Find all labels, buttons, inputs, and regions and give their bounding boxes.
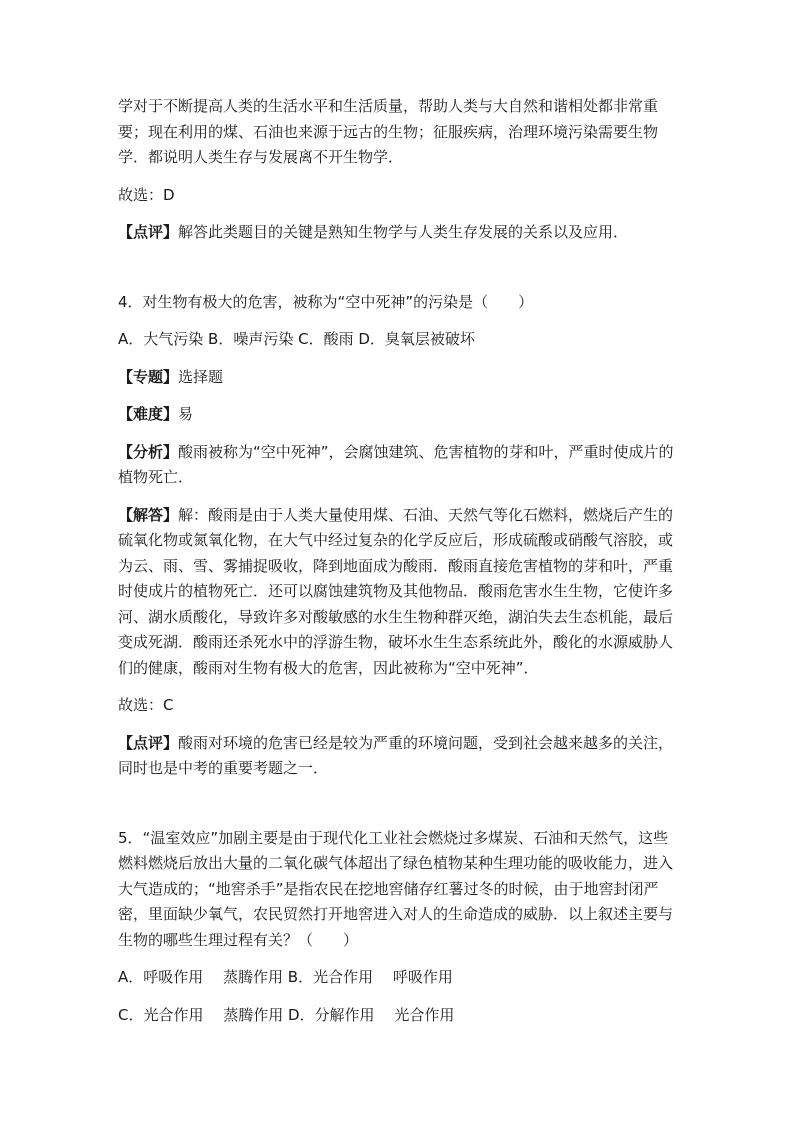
q3-comment	[118, 220, 678, 246]
q5-options-ab	[118, 965, 678, 991]
topic-tag: 【专题】	[118, 367, 179, 386]
q4-options: A．大气污染 B．噪声污染 C．酸雨 D．臭氧层被破坏	[118, 330, 475, 348]
q4-analysis	[118, 440, 678, 491]
topic-text: 选择题	[178, 367, 224, 386]
q4-stem: 4．对生物有极大的危害，被称为“空中死神”的污染是（ ）	[118, 292, 534, 311]
options-ab-text: A．呼吸作用 蒸腾作用 B．光合作用 呼吸作用	[118, 968, 453, 986]
solution-text: 解：酸雨是由于人类大量使用煤、石油、天然气等化石燃料，燃烧后产生的硫氧化物或氮氧化物，在大气中经过复杂的化学反应后，形成硫酸或硝酸气溶胶，或为云、雨、雪、雾捕捉吸收，降到地面成为酸雨．酸雨直接危害植物的芽和叶，严重时使成片的植物死亡．还可以腐蚀建筑物及其他物品．酸雨危害水生生物，它使许多河、湖水质酸化，导致许多对酸敏感的水生生物种群灭绝，湖泊失去生态机能，最后变成死湖．酸雨还杀死水中的浮游生物，破坏水生生态系统此外，酸化的水源威胁人们的健康，酸雨对生物有极大的危害，因此被称为“空中死神”．	[118, 505, 674, 677]
difficulty-tag: 【难度】	[118, 405, 179, 423]
q4-difficulty	[118, 402, 678, 428]
q3-answer: 故选：D	[118, 185, 175, 204]
q5-options-cd	[118, 1003, 678, 1029]
comment-tag: 【点评】	[118, 733, 179, 752]
q4-topic	[118, 365, 678, 391]
q3-explanation-tail: 学对于不断提高人类的生活水平和生活质量，帮助人类与大自然和谐相处都非常重要；现在利用的煤、石油也来源于远古的生物；征服疾病，治理环境污染需要生物学．都说明人类生存与发展离不开生物学．	[118, 97, 659, 166]
analysis-tag: 【分析】	[118, 442, 179, 461]
solution-tag: 【解答】	[118, 505, 179, 524]
difficulty-text: 易	[178, 405, 194, 423]
analysis-text: 酸雨被称为“空中死神”，会腐蚀建筑、危害植物的芽和叶，严重时使成片的植物死亡．	[118, 442, 674, 486]
q4-answer: 故选：C	[118, 696, 174, 714]
options-cd-text: C．光合作用 蒸腾作用 D．分解作用 光合作用	[118, 1005, 455, 1024]
q4-solution	[118, 503, 678, 682]
q5-stem: 5．“温室效应”加剧主要是由于现代化工业社会燃烧过多煤炭、石油和天然气，这些燃料燃烧后放出大量的二氧化碳气体超出了绿色植物某种生理功能的吸收能力，进入大气造成的；“地窖杀手”是指农民在挖地窖储存红薯过冬的时候，由于地窖封闭严密，里面缺少氧气，农民贸然打开地窖进入对人的生命造成的威胁．以上叙述主要与生物的哪些生理过程有关？（ ）	[118, 828, 674, 949]
comment-text: 酸雨对环境的危害已经是较为严重的环境问题，受到社会越来越多的关注，同时也是中考的重要考题之一．	[118, 733, 674, 777]
q4-comment	[118, 731, 678, 782]
comment-text: 解答此类题目的关键是熟知生物学与人类生存发展的关系以及应用．	[178, 223, 629, 241]
document-page	[118, 94, 678, 1028]
comment-tag: 【点评】	[118, 223, 179, 241]
